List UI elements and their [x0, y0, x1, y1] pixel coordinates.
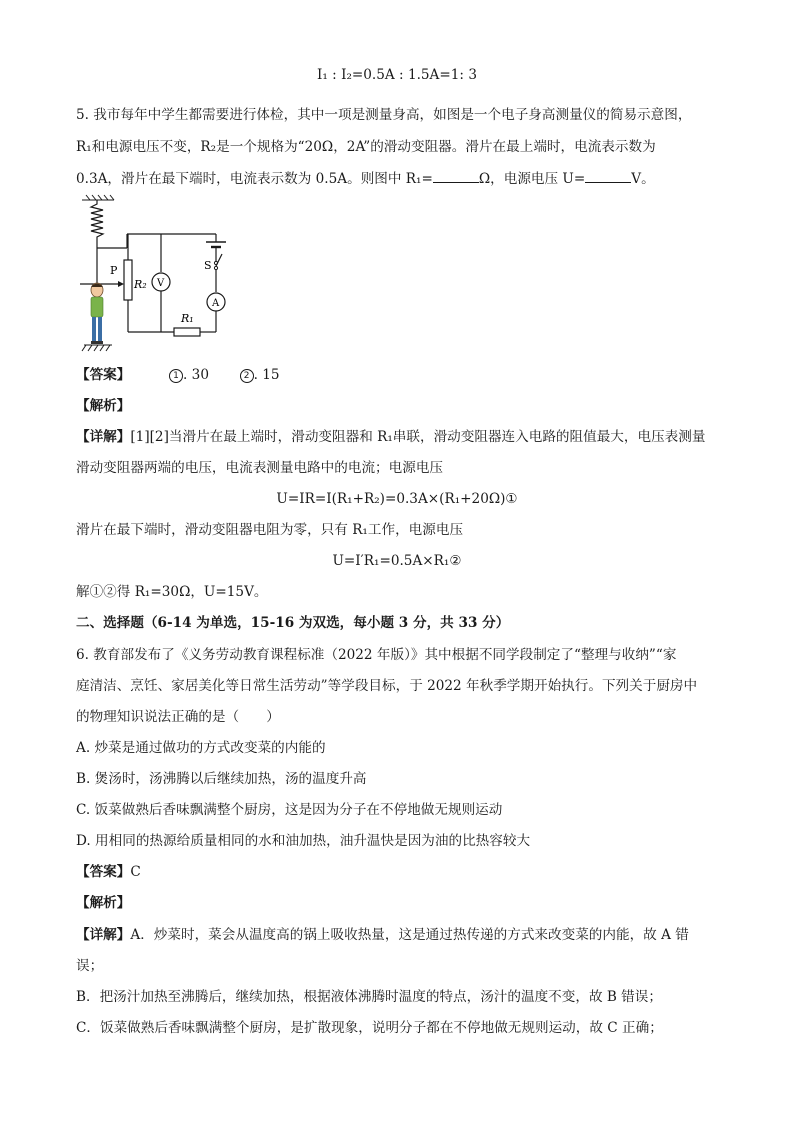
q6-line-1: 6. 教育部发布了《义务劳动教育课程标准（2022 年版）》其中根据不同学段制定了“整理与收纳”“家 — [76, 647, 677, 663]
q6-answer-line — [76, 863, 141, 881]
q6-detail-line-c: C．饭菜做熟后香味飘满整个厨房，是扩散现象，说明分子都在不停地做无规则运动，故 C 正确； — [76, 1020, 663, 1036]
label-p: P — [110, 264, 118, 277]
answer-tag: 【答案】 — [76, 864, 131, 880]
answer-2: . 15 — [253, 367, 280, 383]
q6-option-d: D. 用相同的热源给质量相同的水和油加热，油升温快是因为油的比热容较大 — [76, 833, 531, 849]
switch-s — [216, 254, 222, 266]
answer-tag: 【答案】 — [76, 367, 131, 383]
label-s: S — [204, 259, 212, 272]
q5-analysis-tag: 【解析】 — [76, 398, 131, 414]
ground-hatch — [82, 345, 112, 351]
q5-line-3-b: Ω，电源电压 U= — [478, 171, 586, 187]
q6-detail-line-a2: 误； — [76, 958, 104, 974]
q5-detail-line-1 — [76, 428, 705, 446]
q5-detail-1: [1][2]当滑片在最上端时，滑动变阻器和 R₁串联，滑动变阻器连入电路的阻值最大，电压表测量 — [130, 429, 706, 445]
label-r1: R₁ — [181, 312, 194, 325]
equation-1: U=IR=I(R₁+R₂)=0.3A×(R₁+20Ω)① — [276, 491, 518, 507]
q6-analysis-tag: 【解析】 — [76, 895, 131, 911]
detail-tag: 【详解】 — [76, 927, 131, 943]
label-a: A — [212, 298, 220, 309]
q5-line-3 — [76, 169, 655, 188]
q6-answer: C — [130, 864, 141, 880]
detail-tag: 【详解】 — [76, 429, 131, 445]
label-v: V — [157, 278, 165, 289]
answer-blank-u[interactable] — [585, 169, 631, 183]
spring — [91, 200, 103, 248]
q5-solve-line: 解①②得 R₁=30Ω，U=15V。 — [76, 584, 268, 600]
q6-option-a: A. 炒菜是通过做功的方式改变菜的内能的 — [76, 740, 326, 756]
q6-detail-line-b: B．把汤汁加热至沸腾后，继续加热，根据液体沸腾时温度的特点，汤汁的温度不变，故 B 错误； — [76, 989, 662, 1005]
q6-detail-line-a1 — [76, 926, 689, 944]
q5-detail-line-2: 滑动变阻器两端的电压，电流表测量电路中的电流；电源电压 — [76, 460, 444, 476]
rheostat-r2 — [124, 260, 132, 300]
circled-number-2: 2 — [240, 369, 254, 383]
equation-2: U=I′R₁=0.5A×R₁② — [332, 553, 462, 569]
ceiling-hatch — [82, 195, 114, 200]
student-figure — [91, 283, 103, 344]
q6-option-c: C. 饭菜做熟后香味飘满整个厨房，这是因为分子在不停地做无规则运动 — [76, 802, 503, 818]
ratio-line: I₁ : I₂=0.5A : 1.5A=1: 3 — [317, 67, 477, 83]
resistor-r1 — [174, 328, 200, 336]
circled-number-1: 1 — [169, 369, 183, 383]
q5-detail-line-3: 滑片在最下端时，滑动变阻器电阻为零，只有 R₁工作，电源电压 — [76, 522, 464, 538]
q5-line-3-c: V。 — [631, 171, 655, 187]
q6-detail-a1: A．炒菜时，菜会从温度高的锅上吸收热量，这是通过热传递的方式来改变菜的内能，故 A 错 — [130, 927, 689, 943]
q5-line-3-a: 0.3A，滑片在最下端时，电流表示数为 0.5A。则图中 R₁= — [76, 171, 433, 187]
q5-line-2: R₁和电源电压不变，R₂是一个规格为“20Ω，2A”的滑动变阻器。滑片在最上端时，电流表示数为 — [76, 139, 656, 155]
q6-option-b: B. 煲汤时，汤沸腾以后继续加热，汤的温度升高 — [76, 771, 367, 787]
section-2-heading: 二、选择题（6-14 为单选，15-16 为双选，每小题 3 分，共 33 分） — [76, 615, 510, 631]
q5-answer-line — [76, 366, 280, 384]
height-meter-circuit-diagram — [80, 194, 240, 356]
q6-line-3: 的物理知识说法正确的是（ ） — [76, 709, 280, 725]
answer-blank-r1[interactable] — [433, 169, 479, 183]
label-r2: R₂ — [134, 278, 147, 291]
q5-line-1: 5. 我市每年中学生都需要进行体检，其中一项是测量身高，如图是一个电子身高测量仪的简易示意图， — [76, 107, 692, 123]
answer-1: . 30 — [183, 367, 209, 383]
q6-line-2: 庭清洁、烹饪、家居美化等日常生活劳动”等学段目标，于 2022 年秋季学期开始执行。下列关于厨房中 — [76, 678, 698, 694]
